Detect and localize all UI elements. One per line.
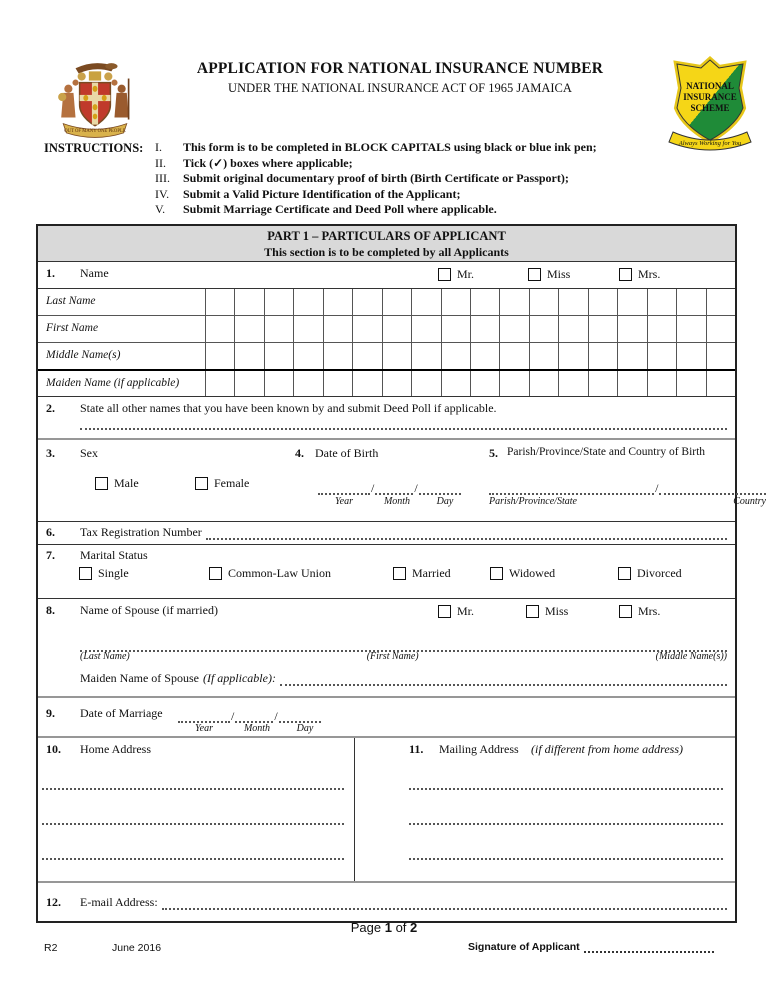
title-option-miss (528, 267, 570, 282)
widowed-label: Widowed (509, 566, 556, 580)
q12-number: 12. (46, 895, 61, 909)
jamaica-coat-of-arms (55, 56, 135, 140)
char-box[interactable] (499, 316, 528, 342)
char-box[interactable] (470, 343, 499, 369)
char-box[interactable] (323, 343, 352, 369)
spouse-mr-label: Mr. (457, 604, 475, 618)
instruction-item (155, 202, 695, 218)
instructions-heading: INSTRUCTIONS: (44, 141, 144, 155)
married-label: Married (412, 566, 451, 580)
mailing-address-line-3[interactable] (409, 845, 723, 860)
spouse-title-mrs (619, 604, 660, 619)
q6-number: 6. (46, 525, 55, 539)
q345-row (38, 438, 766, 521)
char-box[interactable] (293, 371, 322, 397)
char-box[interactable] (706, 371, 735, 397)
instruction-numeral: V. (155, 202, 166, 217)
mrs-checkbox[interactable] (619, 268, 632, 281)
char-box[interactable] (264, 371, 293, 397)
instruction-text: Submit original documentary proof of birth (Birth Certificate or Passport); (183, 171, 569, 186)
mailing-address-column (354, 738, 735, 881)
char-box[interactable] (352, 343, 381, 369)
female-checkbox[interactable] (195, 477, 208, 490)
dob-month-label: Month (383, 496, 411, 507)
q12-label: E-mail Address: (80, 895, 158, 909)
birthplace-sublabels (489, 496, 766, 507)
name-grid-row-last-name (38, 289, 735, 316)
spouse-maiden-label: Maiden Name of Spouse (80, 671, 199, 685)
char-box[interactable] (706, 316, 735, 342)
q8-label: Name of Spouse (if married) (80, 603, 218, 617)
signature-row (468, 940, 714, 953)
q9-label: Date of Marriage (80, 706, 163, 720)
char-box[interactable] (558, 343, 587, 369)
miss-label: Miss (547, 267, 571, 281)
spouse-mrs-label: Mrs. (638, 604, 661, 618)
miss-checkbox[interactable] (528, 268, 541, 281)
char-box[interactable] (676, 343, 705, 369)
marital-option-single (79, 566, 129, 581)
char-box[interactable] (470, 316, 499, 342)
q4-number: 4. (295, 446, 304, 460)
char-box[interactable] (264, 343, 293, 369)
form-title-block (150, 60, 650, 96)
instruction-item (155, 187, 695, 203)
form-subtitle: UNDER THE NATIONAL INSURANCE ACT OF 1965 JAMAICA (228, 81, 572, 95)
page-total: 2 (410, 920, 418, 935)
spouse-miss-label: Miss (545, 604, 569, 618)
char-box[interactable] (588, 316, 617, 342)
char-box[interactable] (588, 371, 617, 397)
spouse-name-sublabels (80, 651, 727, 662)
trn-field[interactable] (206, 525, 727, 540)
q9-date-of-marriage (38, 696, 735, 736)
char-box[interactable] (529, 371, 558, 397)
other-names-field[interactable] (80, 415, 727, 430)
first-name-char-grid (205, 316, 735, 342)
q1-name-row (38, 262, 735, 288)
char-box[interactable] (205, 316, 234, 342)
male-label: Male (114, 476, 139, 490)
q7-label: Marital Status (80, 548, 148, 562)
char-box[interactable] (323, 316, 352, 342)
char-box[interactable] (352, 316, 381, 342)
spouse-mrs-checkbox[interactable] (619, 605, 632, 618)
marriage-day-label: Day (296, 723, 314, 734)
char-box[interactable] (647, 343, 676, 369)
page-of: of (395, 920, 407, 935)
birthplace-field[interactable]: / (489, 480, 766, 495)
married-checkbox[interactable] (393, 567, 406, 580)
q10-number: 10. (46, 742, 61, 756)
name-grid-row-middle-name (38, 343, 735, 370)
helm (89, 71, 101, 80)
char-box[interactable] (411, 316, 440, 342)
home-address-line-3[interactable] (42, 845, 344, 860)
char-box[interactable] (558, 316, 587, 342)
motto-text: OUT OF MANY ONE PEOPLE (64, 128, 126, 134)
spouse-maiden-field[interactable] (280, 671, 727, 686)
spouse-last-name-label: (Last Name) (80, 651, 130, 662)
single-checkbox[interactable] (79, 567, 92, 580)
char-box[interactable] (382, 371, 411, 397)
instruction-item (155, 140, 695, 156)
page-indicator (0, 920, 768, 935)
marital-option-married (393, 566, 451, 581)
instruction-numeral: IV. (155, 186, 170, 201)
spouse-title-miss (526, 604, 568, 619)
char-box[interactable] (234, 316, 263, 342)
spouse-title-mr (438, 604, 474, 619)
middle-name-label: Middle Name(s) (46, 349, 121, 361)
char-box[interactable] (529, 289, 558, 315)
q1011-addresses (38, 736, 735, 881)
char-box[interactable] (617, 289, 646, 315)
home-address-line-1[interactable] (42, 775, 344, 790)
char-box[interactable] (264, 316, 293, 342)
char-box[interactable] (411, 371, 440, 397)
q2-number: 2. (46, 401, 55, 415)
part1-header-subtitle: This section is to be completed by all Applicants (264, 245, 509, 259)
dob-field[interactable]: / / (318, 480, 461, 495)
female-label: Female (214, 476, 250, 490)
q3-number: 3. (46, 446, 55, 460)
part1-table (36, 224, 766, 923)
spouse-name-field[interactable] (80, 637, 727, 652)
char-box[interactable] (647, 289, 676, 315)
marriage-month-label: Month (243, 723, 271, 734)
divorced-label: Divorced (637, 566, 682, 580)
instruction-numeral: III. (155, 171, 170, 186)
char-box[interactable] (441, 371, 470, 397)
badge-ribbon-text: Always Working for You (678, 140, 742, 147)
marriage-date-sublabels (178, 723, 326, 734)
marital-option-common-law (209, 566, 331, 581)
home-address-line-2[interactable] (42, 810, 344, 825)
char-box[interactable] (499, 343, 528, 369)
mrs-label: Mrs. (638, 267, 661, 281)
marriage-date-field[interactable]: / / (178, 708, 321, 723)
first-name-label: First Name (46, 322, 99, 334)
char-box[interactable] (234, 343, 263, 369)
char-box[interactable] (264, 289, 293, 315)
q9-number: 9. (46, 706, 55, 720)
revision-label: R2 (44, 942, 58, 954)
char-box[interactable] (411, 343, 440, 369)
sex-option-male (95, 476, 139, 491)
char-box[interactable] (529, 316, 558, 342)
char-box[interactable] (441, 343, 470, 369)
q3-label: Sex (80, 446, 98, 460)
spouse-first-name-label: (First Name) (366, 651, 419, 662)
marital-option-divorced (618, 566, 682, 581)
char-box[interactable] (441, 289, 470, 315)
spouse-mr-checkbox[interactable] (438, 605, 451, 618)
instruction-text: Tick (✓) boxes where applicable; (183, 155, 353, 170)
instructions-list (155, 140, 695, 218)
dob-year-label: Year (335, 496, 353, 507)
char-box[interactable] (352, 289, 381, 315)
part1-header (38, 226, 735, 262)
email-field[interactable] (162, 895, 727, 910)
instruction-item (155, 171, 695, 187)
mr-label: Mr. (457, 267, 475, 281)
country-label: Country (733, 496, 766, 507)
char-box[interactable] (470, 289, 499, 315)
q2-other-names (38, 396, 735, 438)
q1-number: 1. (46, 266, 55, 280)
q6-label: Tax Registration Number (80, 525, 202, 539)
instruction-text: Submit a Valid Picture Identification of the Applicant; (183, 186, 461, 201)
name-grid-row-first-name (38, 316, 735, 343)
char-box[interactable] (293, 289, 322, 315)
spouse-maiden-note: (If applicable): (202, 671, 276, 685)
q5-number: 5. (489, 446, 498, 460)
sex-option-female (195, 476, 249, 491)
title-option-mrs (619, 267, 660, 282)
instruction-numeral: I. (155, 140, 162, 154)
char-box[interactable] (234, 371, 263, 397)
char-box[interactable] (588, 343, 617, 369)
char-box[interactable] (205, 371, 234, 397)
q2-label: State all other names that you have been known by and submit Deed Poll if applicable. (80, 401, 497, 415)
char-box[interactable] (293, 316, 322, 342)
mailing-address-line-1[interactable] (409, 775, 723, 790)
char-box[interactable] (293, 343, 322, 369)
marriage-year-label: Year (195, 723, 213, 734)
dob-day-label: Day (436, 496, 454, 507)
q5-label: Parish/Province/State and Country of Birth (507, 446, 706, 458)
home-address-column (38, 738, 354, 881)
q7-number: 7. (46, 548, 55, 562)
spouse-miss-checkbox[interactable] (526, 605, 539, 618)
char-box[interactable] (676, 371, 705, 397)
male-checkbox[interactable] (95, 477, 108, 490)
char-box[interactable] (470, 371, 499, 397)
revision-date: June 2016 (112, 942, 162, 954)
q8-spouse (38, 598, 735, 696)
form-title: APPLICATION FOR NATIONAL INSURANCE NUMBER (196, 60, 604, 77)
q8-number: 8. (46, 603, 55, 617)
char-box[interactable] (382, 316, 411, 342)
signature-field[interactable] (584, 940, 714, 953)
char-box[interactable] (352, 371, 381, 397)
divorced-checkbox[interactable] (618, 567, 631, 580)
q6-trn (38, 521, 735, 544)
title-option-mr (438, 267, 474, 282)
page-current: 1 (384, 920, 392, 935)
char-box[interactable] (323, 289, 352, 315)
spouse-middle-name-label: (Middle Name(s)) (655, 651, 727, 662)
char-box[interactable] (617, 316, 646, 342)
char-box[interactable] (499, 371, 528, 397)
char-box[interactable] (411, 289, 440, 315)
common-law-checkbox[interactable] (209, 567, 222, 580)
page-prefix: Page (350, 920, 382, 935)
mr-checkbox[interactable] (438, 268, 451, 281)
parish-label: Parish/Province/State (489, 496, 577, 507)
middle-name-char-grid (205, 343, 735, 369)
part1-header-title: PART 1 – PARTICULARS OF APPLICANT (267, 229, 506, 243)
q1-label: Name (80, 266, 109, 280)
last-name-label: Last Name (46, 295, 96, 307)
char-box[interactable] (617, 343, 646, 369)
char-box[interactable] (588, 289, 617, 315)
supporter-left (58, 85, 75, 118)
q4-label: Date of Birth (315, 446, 379, 460)
char-box[interactable] (234, 289, 263, 315)
q7-marital-status (38, 544, 735, 598)
char-box[interactable] (323, 371, 352, 397)
common-law-label: Common-Law Union (228, 566, 331, 580)
q11-number: 11. (409, 742, 424, 756)
dob-sublabels (318, 496, 466, 507)
instruction-text: This form is to be completed in BLOCK CAPITALS using black or blue ink pen; (183, 140, 597, 154)
instruction-numeral: II. (155, 155, 166, 170)
mailing-address-line-2[interactable] (409, 810, 723, 825)
maiden-name-char-grid (205, 371, 735, 397)
shield (80, 83, 111, 126)
char-box[interactable] (441, 316, 470, 342)
char-box[interactable] (382, 343, 411, 369)
q12-email (38, 881, 735, 921)
char-box[interactable] (205, 343, 234, 369)
char-box[interactable] (205, 289, 234, 315)
spouse-maiden-row (80, 671, 727, 686)
marital-option-widowed (490, 566, 555, 581)
char-box[interactable] (558, 371, 587, 397)
q10-label: Home Address (80, 742, 151, 756)
char-box[interactable] (676, 316, 705, 342)
single-label: Single (98, 566, 129, 580)
char-box[interactable] (499, 289, 528, 315)
char-box[interactable] (382, 289, 411, 315)
q11-label: Mailing Address (439, 742, 519, 756)
widowed-checkbox[interactable] (490, 567, 503, 580)
char-box[interactable] (647, 316, 676, 342)
last-name-char-grid (205, 289, 735, 315)
char-box[interactable] (529, 343, 558, 369)
char-box[interactable] (617, 371, 646, 397)
char-box[interactable] (676, 289, 705, 315)
char-box[interactable] (558, 289, 587, 315)
char-box[interactable] (647, 371, 676, 397)
instruction-item (155, 156, 695, 172)
char-box[interactable] (706, 289, 735, 315)
maiden-name-label: Maiden Name (if applicable) (46, 377, 180, 389)
instruction-text: Submit Marriage Certificate and Deed Poll where applicable. (183, 202, 497, 217)
badge-text-1: NATIONAL (686, 81, 734, 91)
badge-text-3: SCHEME (690, 103, 730, 113)
badge-text-2: INSURANCE (683, 92, 737, 102)
signature-label: Signature of Applicant (468, 941, 580, 953)
char-box[interactable] (706, 343, 735, 369)
name-grid (38, 288, 735, 396)
name-grid-row-maiden-name (38, 369, 735, 397)
q11-note: (if different from home address) (531, 742, 683, 756)
